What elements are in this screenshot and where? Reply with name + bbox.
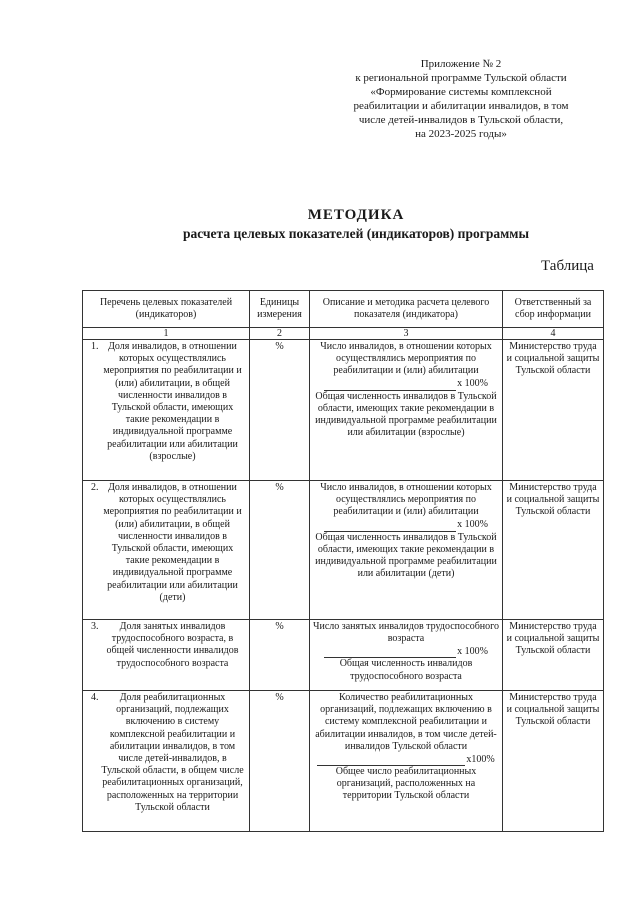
row-number: 2. [91,482,99,493]
table-label: Таблица [541,258,594,274]
header-responsible: Ответственный за сбор информации [503,291,604,328]
document-title [140,206,572,244]
unit-cell: % [250,481,310,620]
formula-denominator: Общее число реабилитационных организаций, расположенных на территории Тульской области [335,766,477,802]
responsible-cell: Министерство труда и социальной защиты Тульской области [503,340,604,481]
indicator-text: Доля реабилитационных организаций, подлежащих включению в систему комплексной реабилитации и абилитации инвалидов, в том числе детей-инвалидов, в Тульской области, в общем числе реабилитационных организаций, расположенных на территории Тульской области [101,692,244,813]
formula-multiplier: х 100% [457,646,488,658]
row-number: 4. [91,692,99,703]
row-number: 3. [91,621,99,632]
responsible-cell: Министерство труда и социальной защиты Тульской области [503,481,604,620]
table-row [83,691,604,832]
appendix-block [318,57,604,141]
description-cell [310,620,503,691]
title-main: МЕТОДИКА [307,207,405,223]
formula-multiplier: х 100% [457,519,488,531]
table-row [83,620,604,691]
header-units: Единицы измерения [250,291,310,328]
description-cell [310,481,503,620]
fraction-line [313,645,499,658]
table-row [83,481,604,620]
col-number: 3 [310,328,503,340]
formula-denominator: Общая численность инвалидов трудоспособного возраста [339,658,473,682]
table-row [83,340,604,481]
appendix-line: Приложение № 2 [420,58,502,70]
col-number: 4 [503,328,604,340]
formula-numerator: Число инвалидов, в отношении которых осуществлялись мероприятия по реабилитации и (или) абилитации [320,482,492,518]
row-number: 1. [91,341,99,352]
appendix-line: к региональной программе Тульской области [355,72,567,84]
table-header-row [83,291,604,328]
unit-cell: % [250,691,310,832]
responsible-cell: Министерство труда и социальной защиты Тульской области [503,620,604,691]
description-cell [310,691,503,832]
formula-multiplier: х 100% [457,378,488,390]
indicator-cell [83,481,250,620]
title-sub: расчета целевых показателей (индикаторов) программы [182,226,530,241]
appendix-line: числе детей-инвалидов в Тульской области, [358,114,564,126]
fraction-line [313,519,499,532]
appendix-line: «Формирование системы комплексной [370,86,552,98]
fraction-line [313,753,499,766]
appendix-line: на 2023-2025 годы» [415,128,507,140]
unit-cell: % [250,620,310,691]
fraction-line [313,378,499,391]
column-number-row [83,328,604,340]
formula-denominator: Общая численность инвалидов в Тульской области, имеющих такие рекомендации в индивидуальной программе реабилитации или абилитации (взрослые) [315,390,497,439]
indicators-table [82,290,604,832]
indicator-text: Доля занятых инвалидов трудоспособного возраста, в общей численности инвалидов трудоспособного возраста [106,621,239,669]
formula-numerator: Число инвалидов, в отношении которых осуществлялись мероприятия по реабилитации и (или) абилитации [320,341,492,377]
unit-cell: % [250,340,310,481]
col-number: 2 [250,328,310,340]
indicator-cell [83,620,250,691]
indicator-text: Доля инвалидов, в отношении которых осуществлялись мероприятия по реабилитации и (или) абилитации, в общей численности инвалидов в Тульской области, имеющих такие рекомендации в индивидуальной программе реабилитации или абилитации (дети) [103,482,242,603]
appendix-line: реабилитации и абилитации инвалидов, в том [353,100,569,112]
indicator-cell [83,340,250,481]
description-cell [310,340,503,481]
indicator-cell [83,691,250,832]
formula-denominator: Общая численность инвалидов в Тульской области, имеющих такие рекомендации в индивидуальной программе реабилитации или абилитации (дети) [315,531,497,580]
indicator-text: Доля инвалидов, в отношении которых осуществлялись мероприятия по реабилитации и (или) абилитации, в общей численности инвалидов в Тульской области, имеющих такие рекомендации в индивидуальной программе реабилитации или абилитации (взрослые) [103,341,242,462]
formula-multiplier: х100% [466,753,495,765]
formula-numerator: Число занятых инвалидов трудоспособного возраста [313,621,500,645]
responsible-cell: Министерство труда и социальной защиты Тульской области [503,691,604,832]
col-number: 1 [83,328,250,340]
formula-numerator: Количество реабилитационных организаций, подлежащих включению в систему комплексной реабилитации и абилитации инвалидов, в том числе детей-инвалидов Тульской области [315,692,497,752]
header-description: Описание и методика расчета целевого показателя (индикатора) [310,291,503,328]
header-indicators: Перечень целевых показателей (индикаторов) [83,291,250,328]
